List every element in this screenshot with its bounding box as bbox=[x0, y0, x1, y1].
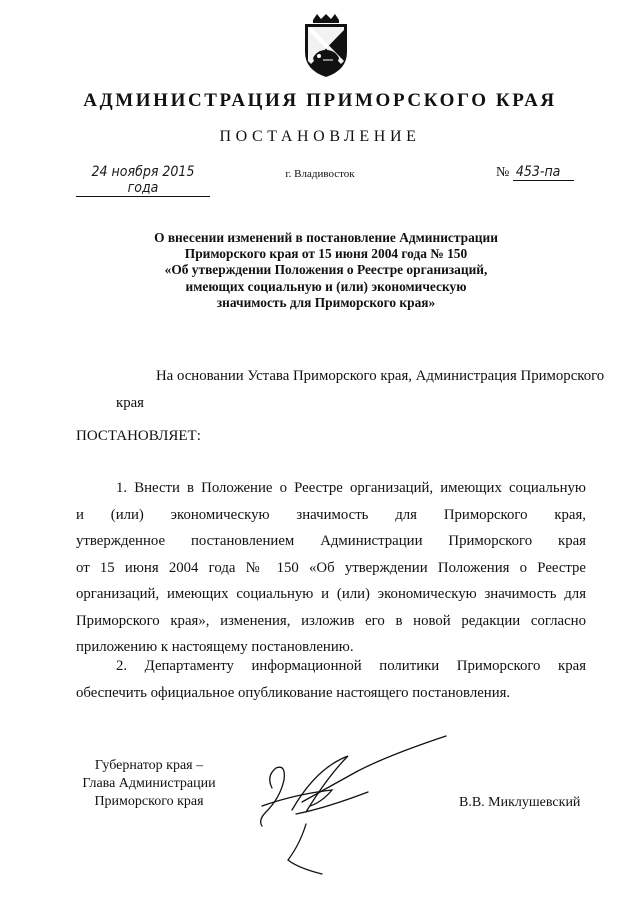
heading-line: О внесении изменений в постановление Администрации bbox=[154, 230, 498, 245]
item-line: Приморского края», изменения, изложив его в новой редакции согласно bbox=[76, 612, 586, 629]
role-line: Приморского края bbox=[94, 794, 204, 809]
heading-line: имеющих социальную и (или) экономическую bbox=[185, 278, 467, 294]
intro-paragraph bbox=[76, 363, 605, 416]
heading-line: Приморского края от 15 июня 2004 года № 150 bbox=[184, 246, 468, 262]
document-date: 24 ноября 2015 года bbox=[76, 164, 210, 197]
document-city: г. Владивосток bbox=[285, 168, 355, 180]
heading-line: «Об утверждении Положения о Реестре организаций, bbox=[164, 262, 488, 278]
role-line: Глава Администрации bbox=[82, 776, 216, 791]
intro-line: На основании Устава Приморского края, Администрация Приморского bbox=[156, 368, 605, 384]
signatory-role bbox=[74, 757, 224, 811]
document-number bbox=[496, 164, 574, 181]
item-line: от 15 июня 2004 года № 150 «Об утверждении Положения о Реестре bbox=[76, 559, 586, 576]
decree-item-2 bbox=[76, 653, 586, 706]
organization-title: АДМИНИСТРАЦИЯ ПРИМОРСКОГО КРАЯ bbox=[83, 90, 557, 111]
number-prefix: № bbox=[496, 165, 510, 180]
item-line: организаций, имеющих социальную и (или) экономическую значимость для bbox=[76, 586, 586, 602]
document-type: ПОСТАНОВЛЕНИЕ bbox=[219, 128, 421, 145]
decree-word: ПОСТАНОВЛЯЕТ: bbox=[76, 428, 201, 444]
item-line: утвержденное постановлением Администрации Приморского края bbox=[76, 533, 586, 549]
item-line: 2. Департаменту информационной политики Приморского края bbox=[116, 658, 586, 674]
handwritten-signature-icon bbox=[236, 728, 456, 888]
document-heading bbox=[110, 230, 542, 311]
heading-line: значимость для Приморского края» bbox=[216, 294, 436, 310]
signatory-name: В.В. Миклушевский bbox=[459, 795, 581, 810]
item-line: обеспечить официальное опубликование настоящего постановления. bbox=[76, 684, 511, 701]
number-value: 453-па bbox=[513, 164, 574, 181]
item-line: приложению к настоящему постановлению. bbox=[76, 639, 354, 655]
item-line: 1. Внести в Положение о Реестре организаций, имеющих социальную bbox=[116, 480, 586, 496]
intro-line: края bbox=[116, 394, 144, 411]
decree-item-1 bbox=[76, 475, 586, 661]
role-line: Губернатор края – bbox=[94, 758, 204, 773]
coat-of-arms-icon bbox=[299, 14, 353, 78]
item-line: и (или) экономическую значимость для Приморского края, bbox=[76, 506, 586, 523]
